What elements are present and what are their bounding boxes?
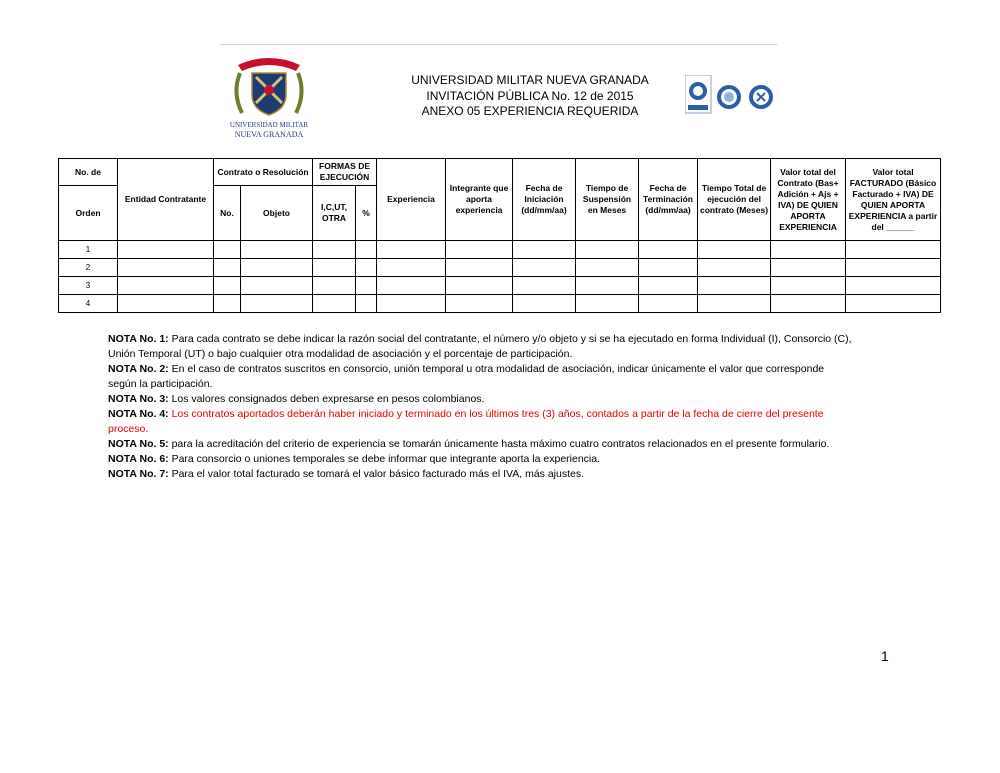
page-number: 1	[881, 648, 889, 664]
header-contrato: Contrato o Resolución	[214, 159, 313, 186]
table-row	[59, 277, 941, 295]
table-row	[59, 241, 941, 259]
header-line-invitation: INVITACIÓN PÚBLICA No. 12 de 2015	[426, 88, 634, 103]
note-7	[108, 467, 853, 482]
note-label: NOTA No. 2:	[108, 363, 169, 375]
header-line-annex: ANEXO 05 EXPERIENCIA REQUERIDA	[421, 104, 639, 118]
certification-logos	[685, 75, 780, 115]
experience-table	[58, 158, 941, 313]
note-2	[108, 362, 853, 392]
document-header	[220, 44, 778, 143]
note-text: Para cada contrato se debe indicar la razón social del contratante, el número y/o objeto y si se ha ejecutado en forma Individual (I), Consorcio (C), Unión Temporal (UT) o bajo cualquier otra modalidad de asociación y el porcentaje de participación.	[108, 333, 852, 360]
note-6	[108, 452, 853, 467]
svg-text:NUEVA GRANADA: NUEVA GRANADA	[234, 130, 304, 139]
header-fecha-terminacion: Fecha de Terminación (dd/mm/aa)	[639, 159, 698, 241]
note-5	[108, 437, 853, 452]
note-4	[108, 407, 853, 437]
header-fecha-iniciacion: Fecha de Iniciación (dd/mm/aa)	[513, 159, 576, 241]
header-icut: I,C,UT, OTRA	[313, 186, 356, 241]
header-no-de: No. de	[59, 159, 118, 186]
notes-section	[108, 332, 853, 482]
header-valor-total: Valor total del Contrato (Bas+ Adición + Ajs + IVA) DE QUIEN APORTA EXPERIENCIA	[771, 159, 846, 241]
note-text: Los valores consignados deben expresarse en pesos colombianos.	[168, 393, 485, 405]
note-3	[108, 392, 853, 407]
note-label: NOTA No. 1:	[108, 333, 169, 345]
header-line-university: UNIVERSIDAD MILITAR NUEVA GRANADA	[411, 73, 649, 87]
note-label: NOTA No. 6:	[108, 453, 169, 465]
header-orden: Orden	[59, 186, 118, 241]
header-valor-facturado: Valor total FACTURADO (Básico Facturado + IVA) DE QUIEN APORTA EXPERIENCIA a partir del ______	[846, 159, 941, 241]
header-objeto: Objeto	[241, 186, 313, 241]
header-formas: FORMAS DE EJECUCIÓN	[313, 159, 377, 186]
note-label: NOTA No. 3:	[108, 393, 169, 405]
header-tiempo-total: Tiempo Total de ejecución del contrato (Meses)	[698, 159, 771, 241]
university-crest-logo	[228, 51, 310, 141]
svg-text:UNIVERSIDAD MILITAR: UNIVERSIDAD MILITAR	[229, 121, 309, 129]
header-no: No.	[214, 186, 241, 241]
note-label: NOTA No. 5:	[108, 438, 169, 450]
header-suspension: Tiempo de Suspensión en Meses	[576, 159, 639, 241]
row-number: 2	[59, 259, 118, 277]
note-1	[108, 332, 853, 362]
note-text: para la acreditación del criterio de experiencia se tomarán únicamente hasta máximo cuatro contratos relacionados en el presente formulario.	[168, 438, 830, 450]
row-number: 1	[59, 241, 118, 259]
note-text: Para consorcio o uniones temporales se debe informar que integrante aporta la experiencia.	[168, 453, 601, 465]
row-number: 4	[59, 295, 118, 313]
header-integrante: Integrante que aporta experiencia	[446, 159, 513, 241]
header-entidad: Entidad Contratante	[118, 159, 214, 241]
table-row	[59, 295, 941, 313]
note-label: NOTA No. 4:	[108, 408, 169, 420]
header-pct: %	[356, 186, 377, 241]
row-number: 3	[59, 277, 118, 295]
header-experiencia: Experiencia	[377, 159, 446, 241]
header-title-block	[370, 73, 690, 120]
table-row	[59, 259, 941, 277]
note-label: NOTA No. 7:	[108, 468, 169, 480]
note-text-highlighted: Los contratos aportados deberán haber iniciado y terminado en los últimos tres (3) años, contados a partir de la fecha de cierre del presente proceso.	[108, 408, 824, 435]
note-text: Para el valor total facturado se tomará el valor básico facturado más el IVA, más ajustes.	[168, 468, 585, 480]
note-text: En el caso de contratos suscritos en consorcio, unión temporal u otra modalidad de asociación, indicar únicamente el valor que corresponde según la participación.	[108, 363, 825, 390]
